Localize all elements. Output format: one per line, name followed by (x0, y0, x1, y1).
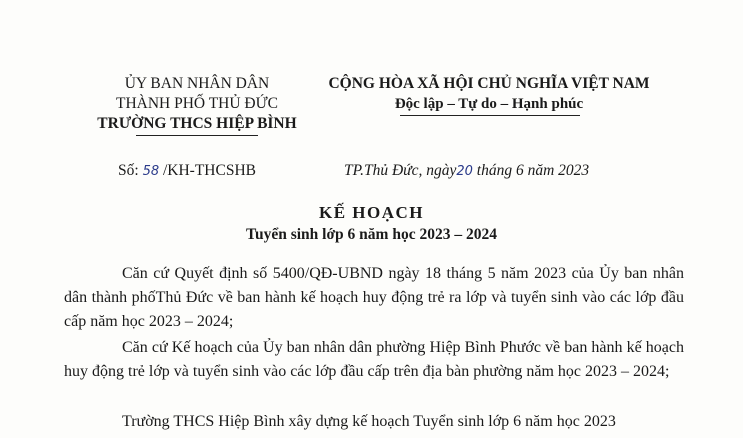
paragraph-text: Căn cứ Quyết định số 5400/QĐ-UBND ngày 18 tháng 5 năm 2023 của Ủy ban nhân dân thành phốThủ Đức về ban hành kế hoạch huy động trẻ ra lớp và tuyển sinh vào các lớp đầu cấp năm học 2023 – 2024; (64, 265, 684, 330)
paragraph-text: Trường THCS Hiệp Bình xây dựng kế hoạch Tuyển sinh lớp 6 năm học 2023 (122, 413, 616, 430)
national-motto-block (318, 74, 660, 114)
document-number-prefix: Số: (118, 162, 139, 179)
date-prefix: TP.Thủ Đức, ngày (344, 162, 457, 179)
issuer-line-1: ỦY BAN NHÂN DÂN (124, 75, 270, 92)
document-date (344, 162, 589, 180)
body-paragraph-2 (64, 336, 684, 384)
motto-underline (400, 115, 580, 116)
paragraph-text: Căn cứ Kế hoạch của Ủy ban nhân dân phường Hiệp Bình Phước về ban hành kế hoạch huy động trẻ lớp và tuyển sinh vào các lớp đầu cấp trên địa bàn phường năm học 2023 – 2024; (64, 339, 684, 380)
body-paragraph-3 (64, 410, 684, 434)
document-number-handwritten: 58 (142, 164, 160, 179)
date-suffix: tháng 6 năm 2023 (472, 162, 590, 179)
document-title: KẾ HOẠCH (318, 203, 425, 222)
document-number-suffix: /KH-THCSHB (162, 162, 256, 179)
document-subtitle: Tuyển sinh lớp 6 năm học 2023 – 2024 (246, 226, 497, 243)
national-motto: Độc lập – Tự do – Hạnh phúc (394, 96, 584, 112)
body-paragraph-1 (64, 262, 684, 334)
issuer-block (92, 74, 302, 134)
issuer-line-2: THÀNH PHỐ THỦ ĐỨC (115, 95, 278, 112)
date-day-handwritten: 20 (456, 164, 473, 179)
country-name: CỘNG HÒA XÃ HỘI CHỦ NGHĨA VIỆT NAM (328, 75, 650, 92)
issuer-underline (136, 135, 258, 136)
document-number (118, 162, 256, 180)
issuer-school-name: TRƯỜNG THCS HIỆP BÌNH (97, 115, 297, 132)
